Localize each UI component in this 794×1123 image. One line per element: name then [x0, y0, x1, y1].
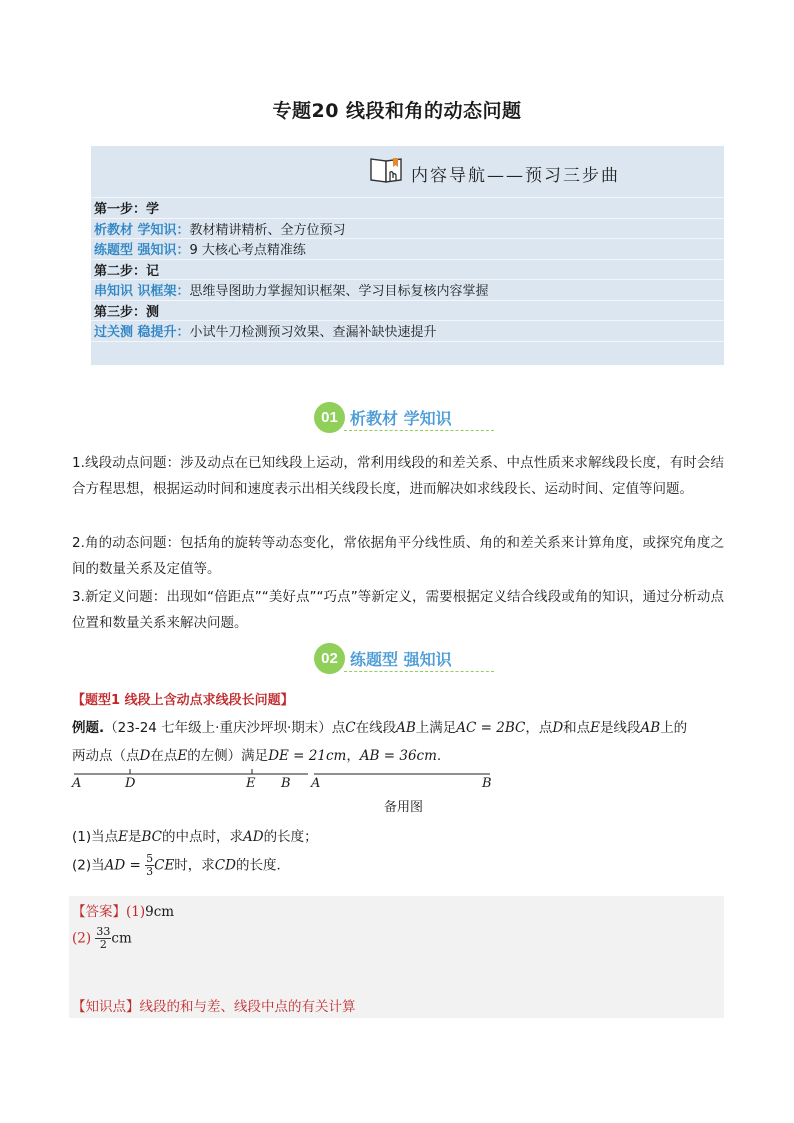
segment-ad: AD [243, 829, 264, 845]
example-text: 是线段 [600, 720, 641, 736]
label-b: B [281, 776, 291, 791]
paragraph-segment-motion: 1.线段动点问题：涉及动点在已知线段上运动，常利用线段的和差关系、中点性质来求解线段长度，有时会结合方程思想，根据运动时间和速度表示出相关线段长度，进而解决如求线段长、运动时间、定值等问题。 [72, 455, 724, 497]
nav-row-test-label: 过关测 稳提升： [94, 325, 190, 340]
answer-1-value: 9cm [145, 904, 175, 920]
knowledge-line [72, 995, 356, 1015]
question-2 [72, 853, 290, 878]
point-e: E [118, 829, 128, 845]
example-text: 上的 [660, 720, 688, 736]
point-e: E [177, 748, 188, 764]
nav-header [91, 146, 724, 196]
figure-caption: 备用图 [384, 800, 424, 815]
nav-row-framework-label: 串知识 识框架： [94, 284, 190, 299]
page-title: 专题20 线段和角的动态问题 [272, 100, 522, 122]
label-d: D [125, 776, 136, 791]
q1-text: 的长度； [263, 829, 318, 845]
example-text: 的左侧）满足 [187, 748, 269, 764]
knowledge-tag: 【知识点】 [72, 999, 140, 1015]
section-02-label: 练题型 强知识 [350, 650, 452, 669]
nav-row-framework [94, 283, 489, 301]
answer-tag: 【答案】 [72, 904, 126, 920]
point-d: D [139, 748, 151, 764]
nav-row-practice [94, 242, 306, 260]
equation-de: DE = 21cm [268, 748, 347, 764]
answer-line-1 [72, 900, 174, 920]
section-01-label: 析教材 学知识 [350, 409, 452, 428]
example-text: ， [346, 748, 360, 764]
point-d: D [552, 720, 564, 736]
book-pointer-icon [368, 154, 406, 184]
nav-row-learn-label: 析教材 学知识： [94, 223, 190, 238]
example-text: ，点 [525, 720, 553, 736]
point-e: E [590, 720, 601, 736]
nav-row-learn [94, 222, 346, 240]
segment-ab: AB [396, 720, 416, 736]
answer-line-2 [72, 926, 132, 951]
example-line-1 [72, 716, 687, 736]
fraction-numerator: 5 [146, 852, 154, 865]
section-01-badge: 01 [314, 402, 345, 433]
knowledge-block [69, 990, 724, 1018]
nav-step1: 第一步：学 [94, 202, 160, 217]
point-c: C [345, 720, 356, 736]
segment-ab: AB [640, 720, 661, 736]
label-a: A [72, 776, 82, 791]
answer-2-denominator: 2 [99, 938, 107, 951]
example-text: . [436, 748, 442, 764]
q2-text: 时，求 [174, 857, 215, 874]
q2-text: (2)当 [72, 857, 105, 874]
section-02-header [314, 643, 494, 675]
section-02-badge: 02 [314, 643, 345, 674]
q1-text: (1)当点 [72, 829, 119, 845]
section-01-header [314, 402, 494, 434]
answer-2-unit: cm [111, 930, 132, 947]
answer-2-number: (2) [72, 930, 92, 947]
nav-step3: 第三步：测 [94, 305, 160, 320]
knowledge-text: 线段的和与差、线段中点的有关计算 [139, 999, 356, 1015]
fraction-five-thirds [145, 853, 154, 878]
example-text: 在点 [150, 748, 178, 764]
q1-text: 是 [127, 829, 142, 845]
q1-text: 的中点时，求 [162, 829, 243, 845]
segment-cd: CD [214, 857, 236, 874]
label-e: E [246, 776, 256, 791]
example-text: 和点 [563, 720, 591, 736]
nav-row-learn-text: 教材精讲精析、全方位预习 [189, 223, 346, 238]
equation-ab: AB = 36cm [359, 748, 437, 764]
content-nav-box [91, 146, 724, 365]
example-line-2 [72, 744, 441, 764]
section-01-underline [344, 430, 494, 431]
example-source: （23-24 七年级上·重庆沙坪坝·期末）点 [104, 720, 346, 736]
answer-block [69, 896, 724, 990]
answer-2-fraction [95, 926, 111, 951]
answer-1-number: (1) [126, 904, 146, 920]
q2-text: 的长度． [235, 857, 290, 874]
nav-row-framework-text: 思维导图助力掌握知识框架、学习目标复核内容掌握 [189, 284, 489, 299]
example-text: 在线段 [355, 720, 397, 736]
nav-row-practice-label: 练题型 强知识： [94, 243, 190, 258]
fraction-denominator: 3 [146, 865, 154, 878]
segment-bc: BC [141, 829, 162, 845]
nav-title: 内容导航——预习三步曲 [411, 166, 620, 186]
nav-row-test [94, 324, 437, 342]
example-label: 例题. [72, 720, 105, 736]
equation-ac-2bc: AC = 2BC [456, 720, 526, 736]
label-b-spare: B [482, 776, 492, 791]
label-a-spare: A [311, 776, 321, 791]
segment-ce: CE [154, 857, 175, 874]
example-text: 两动点（点 [72, 748, 140, 764]
section-02-underline [344, 671, 494, 672]
nav-row-test-text: 小试牛刀检测预习效果、查漏补缺快速提升 [189, 325, 437, 340]
question-1 [72, 825, 318, 845]
nav-row-practice-text: 9 大核心考点精准练 [189, 243, 306, 258]
paragraph-angle-motion: 2.角的动态问题：包括角的旋转等动态变化，常依据角平分线性质、角的和差关系来计算角度，或探究角度之间的数量关系及定值等。 [72, 535, 724, 577]
paragraph-new-definition: 3.新定义问题：出现如“倍距点”“美好点”“巧点”等新定义，需要根据定义结合线段或角的知识，通过分析动点位置和数量关系来解决问题。 [72, 589, 724, 631]
question-type-heading: 【题型1 线段上含动点求线段长问题】 [72, 693, 294, 708]
example-text: 上满足 [415, 720, 457, 736]
nav-step2: 第二步：记 [94, 264, 160, 279]
answer-2-numerator: 33 [96, 925, 111, 938]
segment-ad: AD = [104, 857, 141, 874]
